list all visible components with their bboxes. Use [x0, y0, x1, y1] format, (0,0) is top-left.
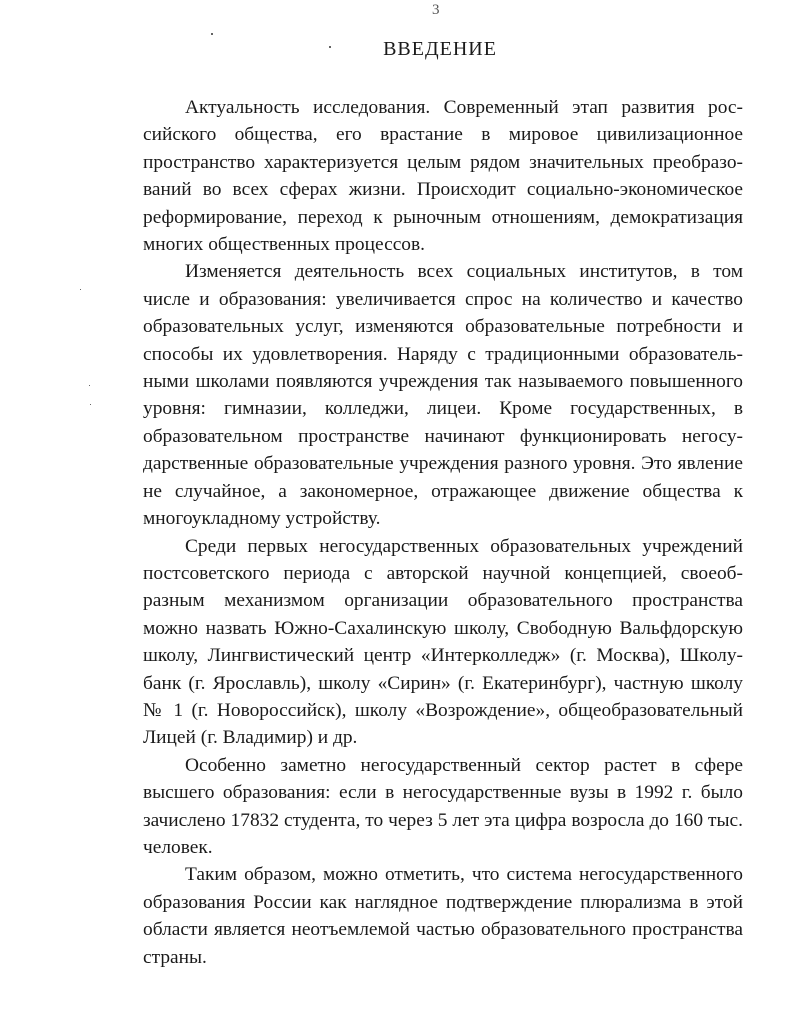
page-number: 3	[432, 2, 440, 18]
scan-speck	[211, 33, 213, 35]
paragraph: Среди первых негосударственных образовательных учреждений постсоветского периода с авторской научной концепцией, своеобразным механизмом организации образовательного пространства можно назвать Южно-Сахалинскую школу, Свободную Вальфдорскую школу, Лингвистический центр «Интерколледж» (г. Москва), Школу-банк (г. Ярославль), школу «Сирин» (г. Екатеринбург), частную школу № 1 (г. Новороссийск), школу «Возрождение», общеобразовательный Лицей (г. Владимир) и др.	[143, 535, 743, 749]
scan-speck	[90, 404, 91, 405]
scan-speck	[80, 289, 81, 290]
paragraph: Актуальность исследования. Современный этап развития российского общества, его врастание в мировое цивилизационное пространство характеризуется целым рядом значительных преобразований во всех сферах жизни. Происходит социально-экономическое реформирование, переход к рыночным отношениям, демократизация многих общественных процессов.	[143, 97, 743, 256]
scan-speck	[89, 385, 90, 386]
paragraph: Таким образом, можно отметить, что система негосударственного образования России как наглядное подтверждение плюрализма в этой области является неотъемлемой частью образовательного пространства страны.	[143, 864, 743, 968]
paragraph: Особенно заметно негосударственный сектор растет в сфере высшего образования: если в негосударственные вузы в 1992 г. было зачислено 17832 студента, то через 5 лет эта цифра возросла до 160 тыс. человек.	[143, 754, 743, 858]
paragraph: Изменяется деятельность всех социальных институтов, в том числе и образования: увеличивается спрос на количество и качество образовательных услуг, изменяются образовательные потребности и способы их удовлетворения. Наряду с традиционными образовательными школами появляются учреждения так называемого повышенного уровня: гимназии, колледжи, лицеи. Кроме государственных, в образовательном пространстве начинают функционировать негосударственные образовательные учреждения разного уровня. Это явление не случайное, а закономерное, отражающее движение общества к многоукладному устройству.	[143, 261, 743, 530]
page-title: ВВЕДЕНИЕ	[383, 38, 497, 60]
document-body	[143, 94, 743, 971]
